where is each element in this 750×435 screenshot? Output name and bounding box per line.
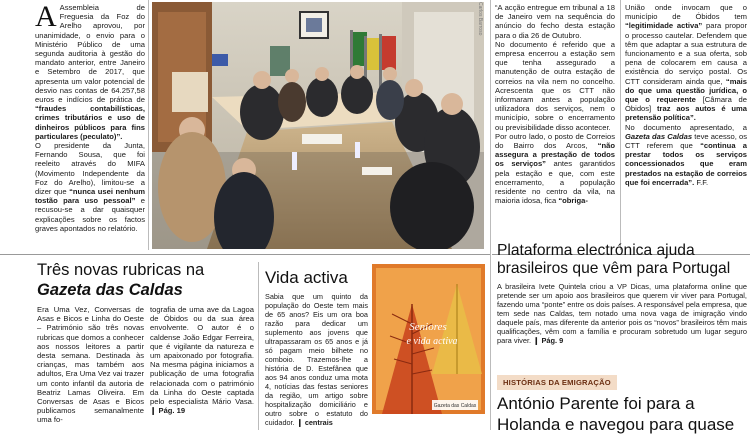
vida-activa-body bbox=[265, 292, 368, 427]
rubricas-column-1 bbox=[37, 305, 144, 425]
vida-activa-paragraph: Sabia que um quinto da população do Oeste tem mais de 65 anos? Eis um ora boa razão para dedicar um suplemento aos jovens que ultrapassaram os 65 anos e já só pagam meio bilhete no comboio. Trazemos-lhe a história de D. Estefânea que aos 94 anos conduz uma mota 4, notícias das festas seniores da região, um artigo sobre hospitalização domiciliário e outro sobre o estatuto do cuidador. bbox=[265, 292, 368, 427]
column-divider bbox=[490, 0, 491, 430]
rubricas-paragraph: tografia de uma ave da Lagoa de Óbidos ou da sua área envolvente. O autor é o caldense João Edgar Ferreira, que é vigilante da natureza e um apaixonado por fotografia. Na mesma página iniciamos a publicação de uma fotografia relacionada com o património da Linha do Oeste captada pelo especialista Mário Vasa. bbox=[150, 305, 254, 407]
section-divider bbox=[0, 254, 490, 255]
right-article-paragraph: para propor o processo cautelar. Defendem que têm que adaptar a sua estrutura de funcionamento e a sua oferta, sob pena de colocarem em causa a existência do serviço postal. Os CTT consideram ainda que, bbox=[625, 21, 747, 86]
left-article-quote: “fraudes contabilísticas, crimes tributários e uso de dinheiros públicos para fins particulares (peculato)”. bbox=[35, 104, 145, 141]
left-article-paragraph: Assembleia de Freguesia da Foz do Arelho aprovou, por unanimidade, o envio para o Ministério Público de uma segunda auditoria à gestão do mandato anterior, entre Janeiro e Setembro de 2017, que apresenta um valor potencial de desvio nas contas de 64.257,58 euros e indícios de prática de bbox=[35, 3, 145, 105]
middle-article-paragraph: antes garantidos pela estação e que, com este encerramento, a população residente no centro da vila, na maioria idosa, fica bbox=[495, 159, 615, 206]
page-ref-icon: ❙ bbox=[150, 406, 157, 416]
rubricas-headline-newspaper: Gazeta das Caldas bbox=[37, 281, 183, 299]
supplement-cover bbox=[372, 264, 485, 414]
photo-credit: Carlos Barroso bbox=[477, 2, 483, 36]
section-badge: HISTÓRIAS DA EMIGRAÇÃO bbox=[497, 375, 617, 390]
left-article bbox=[35, 0, 145, 233]
page-reference: Pág. 9 bbox=[541, 336, 564, 345]
supplement-title: e vida activa bbox=[406, 336, 458, 347]
emigracao-headline bbox=[497, 393, 747, 435]
rubricas-column-2 bbox=[150, 305, 254, 415]
rubricas-headline-line: Três novas rubricas na bbox=[37, 261, 205, 279]
page-reference: Pág. 19 bbox=[158, 406, 186, 416]
newspaper-name: Gazeta das Caldas bbox=[625, 131, 693, 141]
drop-cap: A bbox=[35, 0, 57, 33]
vida-activa-headline: Vida activa bbox=[265, 268, 348, 287]
left-article-paragraph: O presidente da Junta, Fernando Sousa, que foi reeleito através do MIFA (Movimento Independente da Foz do Arelho), limitou-se a dizer que bbox=[35, 141, 145, 197]
middle-article bbox=[495, 3, 615, 205]
page-ref-icon: ❙ bbox=[296, 418, 303, 427]
middle-article-paragraph: Por outro lado, o posto de Correios do Bairro dos Arcos, bbox=[495, 131, 615, 151]
rubricas-headline bbox=[37, 260, 252, 300]
right-article-quote: “continua a prestar todos os serviços concessionados que eram prestados na estação de correios que foi encerrada”. bbox=[625, 141, 747, 187]
page-ref-icon: ❙ bbox=[533, 336, 540, 345]
left-article-quote: “nunca usei nenhum tostão para uso pessoal” bbox=[35, 187, 145, 206]
right-article-paragraph: [Câmara de Óbidos] bbox=[625, 95, 747, 114]
column-divider bbox=[148, 0, 149, 250]
plataforma-headline bbox=[497, 242, 747, 278]
plataforma-body bbox=[497, 282, 747, 345]
page-reference: centrais bbox=[304, 418, 333, 427]
column-divider bbox=[258, 262, 259, 430]
right-article-quote: “mais do que uma questão jurídica, o que o requerente bbox=[625, 76, 747, 105]
plataforma-headline-line: brasileiros que vêm para Portugal bbox=[497, 260, 731, 277]
assembly-meeting-photo bbox=[152, 2, 484, 249]
supplement-publisher: Gazeta das Caldas bbox=[433, 403, 477, 409]
left-article-paragraph: e recusou-se a dar quaisquer explicações sobre os factos graves apontados no relatório. bbox=[35, 196, 145, 233]
middle-article-paragraph: No documento é referido que a empresa encerrou a estação sem que tenha assegurado a manutenção de outra estação de correios na vila nem no concelho. Acrescenta que os CTT não informaram antes a população utilizadora dos serviços, nem o município, sobre o encerramento ou previsibilidade disso acontecer. bbox=[495, 39, 615, 132]
plataforma-paragraph: A brasileira Ivete Quintela criou a VP Dicas, uma plataforma online que pretende ser um apoio aos brasileiros que querem vir viver para Portugal, fazendo uma “ponte” entre os dois países. A responsável pela empresa, que tem sede nas Caldas, tem notado uma nova vaga de imigração vindo daquele país, mas diferente da anterior pois os “novos” brasileiros têm mais qualificações, vêm com a família e procuram sobretudo um lugar seguro para viver. bbox=[497, 282, 747, 345]
emigracao-headline-line: Holanda e navegou para quase bbox=[497, 415, 735, 434]
middle-article-paragraph: “A acção entregue em tribunal a 18 de Janeiro vem na sequência do anúncio do fecho desta estação para o dia 26 de Outubro. bbox=[495, 3, 615, 40]
right-article-paragraph: No documento apresentado, a bbox=[625, 122, 747, 132]
right-article-paragraph: teve acesso, os CTT referem que bbox=[625, 131, 747, 151]
emigracao-headline-line: António Parente foi para a bbox=[497, 394, 695, 413]
plataforma-headline-line: Plataforma electrónica ajuda bbox=[497, 242, 695, 259]
right-article-paragraph: União onde invocam que o município de Óbidos tem bbox=[625, 3, 747, 22]
right-article-quote: traz aos autos é uma pretensão política”. bbox=[625, 104, 747, 123]
rubricas-paragraph: Era Uma Vez, Conversas de Asas e Bicos e Linha do Oeste – Património são três novas rubricas que domos a conhecer aos nossos leitores a partir desta semana. Destinada às crianças, mas também aos adultos, Era Uma Vez vai trazer um conto infantil da autoria de Beatriz Lamas Oliveira. Em Conversas de Asas e Bicos publicamos semanalmente uma fo- bbox=[37, 305, 144, 425]
right-article-quote: “legitimidade activa” bbox=[625, 21, 703, 31]
supplement-title: Seniores bbox=[409, 321, 447, 333]
column-divider bbox=[620, 0, 621, 250]
middle-article-quote: “não assegura a prestação de todos os serviços” bbox=[495, 141, 615, 169]
author-initials: F.F. bbox=[696, 177, 709, 187]
middle-article-quote: “obriga- bbox=[558, 196, 588, 206]
right-article bbox=[625, 3, 747, 187]
